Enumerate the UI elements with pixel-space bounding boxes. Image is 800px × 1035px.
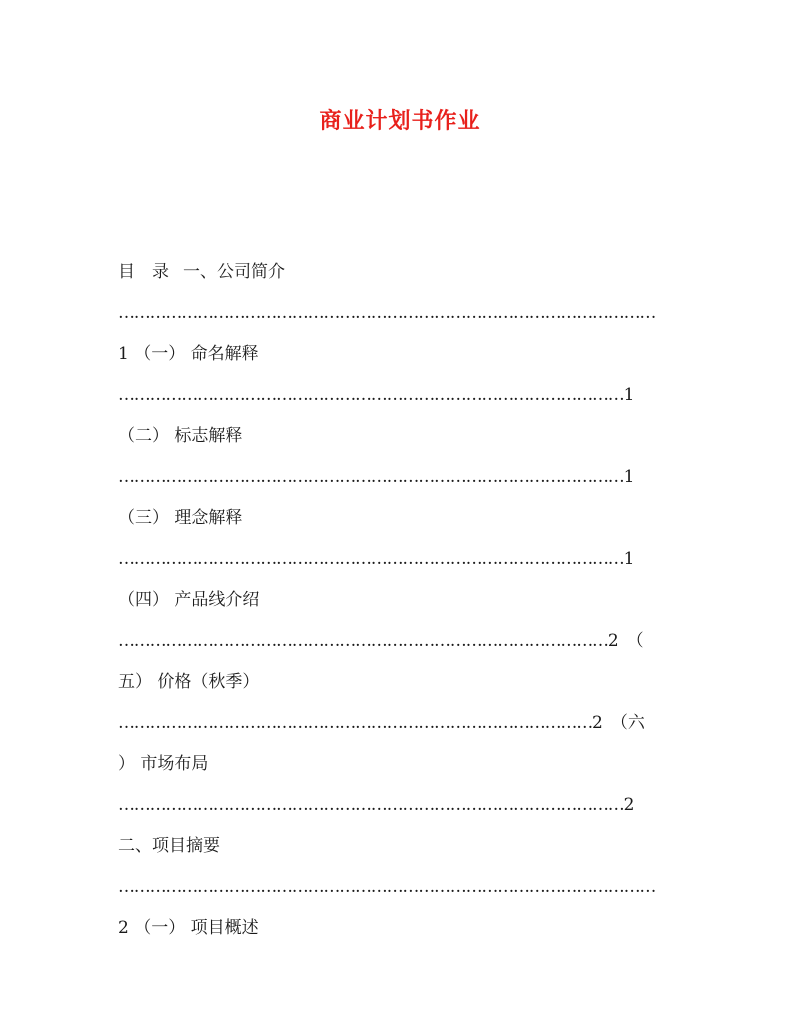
toc-page-number: 1 — [623, 467, 635, 487]
toc-entry-text: 一、公司简介 — [183, 262, 285, 282]
toc-entry-text: ） 市场布局 — [118, 754, 209, 774]
toc-wrap-text: （六 — [610, 713, 645, 733]
dot-leader: …………………………………………………………………………………… — [118, 549, 624, 569]
toc-entry-philosophy — [118, 506, 688, 530]
toc-wrap-text: （ — [626, 631, 644, 651]
dot-leader: ………………………………………………………………………………………… — [118, 877, 656, 897]
toc-entry-text: 1 （一） 命名解释 — [118, 344, 259, 364]
toc-entry-text: （四） 产品线介绍 — [118, 590, 260, 610]
toc-entry-company-intro — [118, 260, 688, 284]
toc-entry-project-overview — [118, 916, 688, 940]
toc-entry-text: 2 （一） 项目概述 — [118, 918, 259, 938]
dot-leader: …………………………………………………………………………………… — [118, 795, 624, 815]
toc-page-number: 2 — [592, 713, 603, 733]
toc-dot-leader — [118, 465, 688, 489]
toc-entry-text: （三） 理念解释 — [118, 508, 243, 528]
toc-dot-leader — [118, 793, 688, 817]
dot-leader: …………………………………………………………………………………… — [118, 385, 624, 405]
toc-entry-text: 二、项目摘要 — [118, 836, 220, 856]
toc-entry-market — [118, 752, 688, 776]
toc-entry-logo — [118, 424, 688, 448]
dot-leader: ………………………………………………………………………………… — [118, 631, 608, 651]
toc-page-number: 2 — [623, 795, 635, 815]
toc-entry-naming — [118, 342, 688, 366]
toc-page-number: 2 — [607, 631, 619, 651]
toc-entry-product-line — [118, 588, 688, 612]
toc-entry-text: 五） 价格（秋季） — [118, 672, 260, 692]
toc-dot-leader — [118, 301, 688, 325]
dot-leader: ………………………………………………………………………………………… — [118, 303, 656, 323]
toc-page-number: 1 — [623, 549, 635, 569]
toc-entry-price — [118, 670, 688, 694]
toc-entry-text: （二） 标志解释 — [118, 426, 243, 446]
toc-dot-leader — [118, 629, 688, 653]
toc-dot-leader — [118, 383, 688, 407]
toc-page-number: 1 — [623, 385, 635, 405]
toc-dot-leader — [118, 875, 688, 899]
dot-leader: ……………………………………………………………………………… — [118, 713, 593, 733]
toc-heading: 目 录 — [118, 262, 169, 282]
document-title: 商业计划书作业 — [319, 108, 481, 134]
toc-dot-leader — [118, 711, 688, 735]
dot-leader: …………………………………………………………………………………… — [118, 467, 624, 487]
toc-dot-leader — [118, 547, 688, 571]
toc-entry-project-summary — [118, 834, 688, 858]
